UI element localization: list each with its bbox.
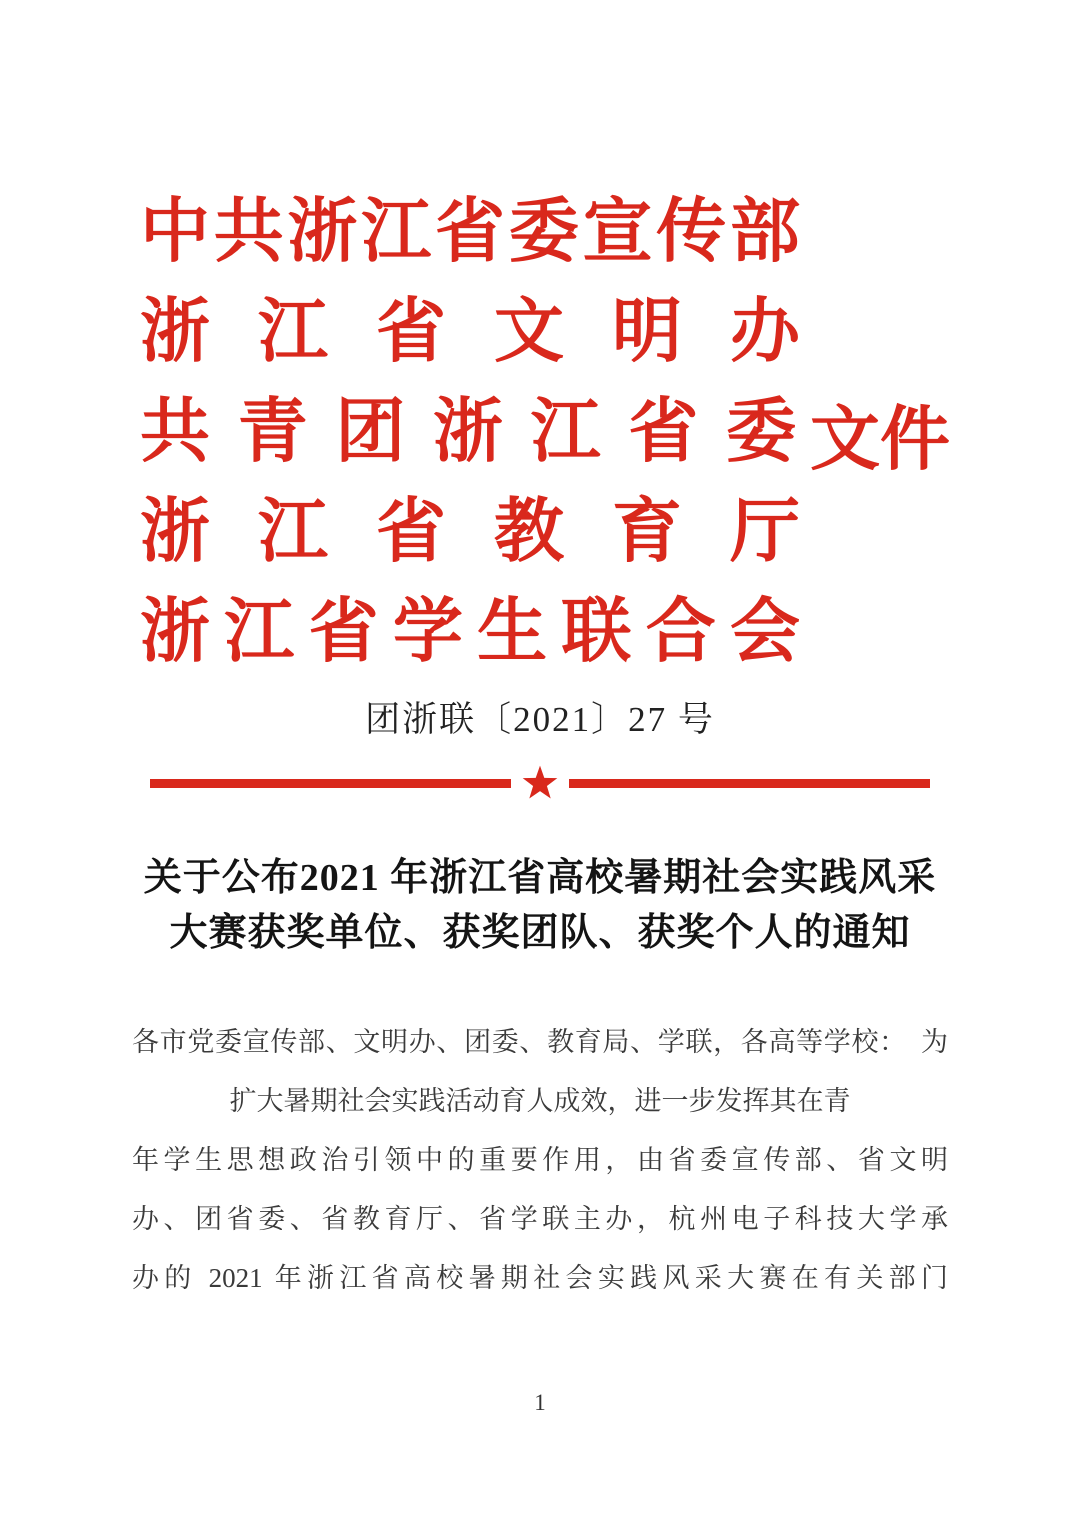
agency-name: 浙江省学生联合会 [140, 594, 800, 671]
body-line: 各市党委宣传部、文明办、团委、教育局、学联，各高等学校： 为 [132, 1027, 948, 1057]
letterhead-line [140, 183, 950, 283]
document-number: 团浙联〔2021〕27 号 [365, 700, 715, 739]
page-number: 1 [534, 1390, 546, 1415]
red-divider [150, 757, 930, 809]
red-letterhead [140, 183, 950, 683]
document-body [132, 1013, 948, 1308]
letterhead-line [140, 583, 950, 683]
document-title [120, 851, 960, 961]
agency-name: 浙江省教育厅 [140, 494, 800, 571]
document-title-line1: 关于公布2021 年浙江省高校暑期社会实践风采 [143, 857, 937, 899]
document-title-line2: 大赛获奖单位、获奖团队、获奖个人的通知 [169, 912, 911, 954]
divider-rule-left [150, 779, 511, 788]
body-line: 年学生思想政治引领中的重要作用，由省委宣传部、省文明 [132, 1145, 948, 1175]
body-line: 办、团省委、省教育厅、省学联主办，杭州电子科技大学承 [132, 1204, 948, 1234]
letterhead-line [140, 283, 950, 383]
body-line: 扩大暑期社会实践活动育人成效，进一步发挥其在青 [229, 1086, 851, 1116]
letterhead-line [140, 483, 950, 583]
agency-name: 浙江省文明办 [140, 294, 800, 371]
letterhead-line [140, 383, 950, 483]
agency-name: 中共浙江省委宣传部 [140, 194, 800, 271]
star-icon [521, 764, 559, 802]
body-line: 办的 2021 年浙江省高校暑期社会实践风采大赛在有关部门 [132, 1263, 948, 1293]
divider-rule-right [569, 779, 930, 788]
agency-name: 共青团浙江省委 [140, 394, 796, 471]
document-word-suffix: 文件 [810, 401, 950, 479]
